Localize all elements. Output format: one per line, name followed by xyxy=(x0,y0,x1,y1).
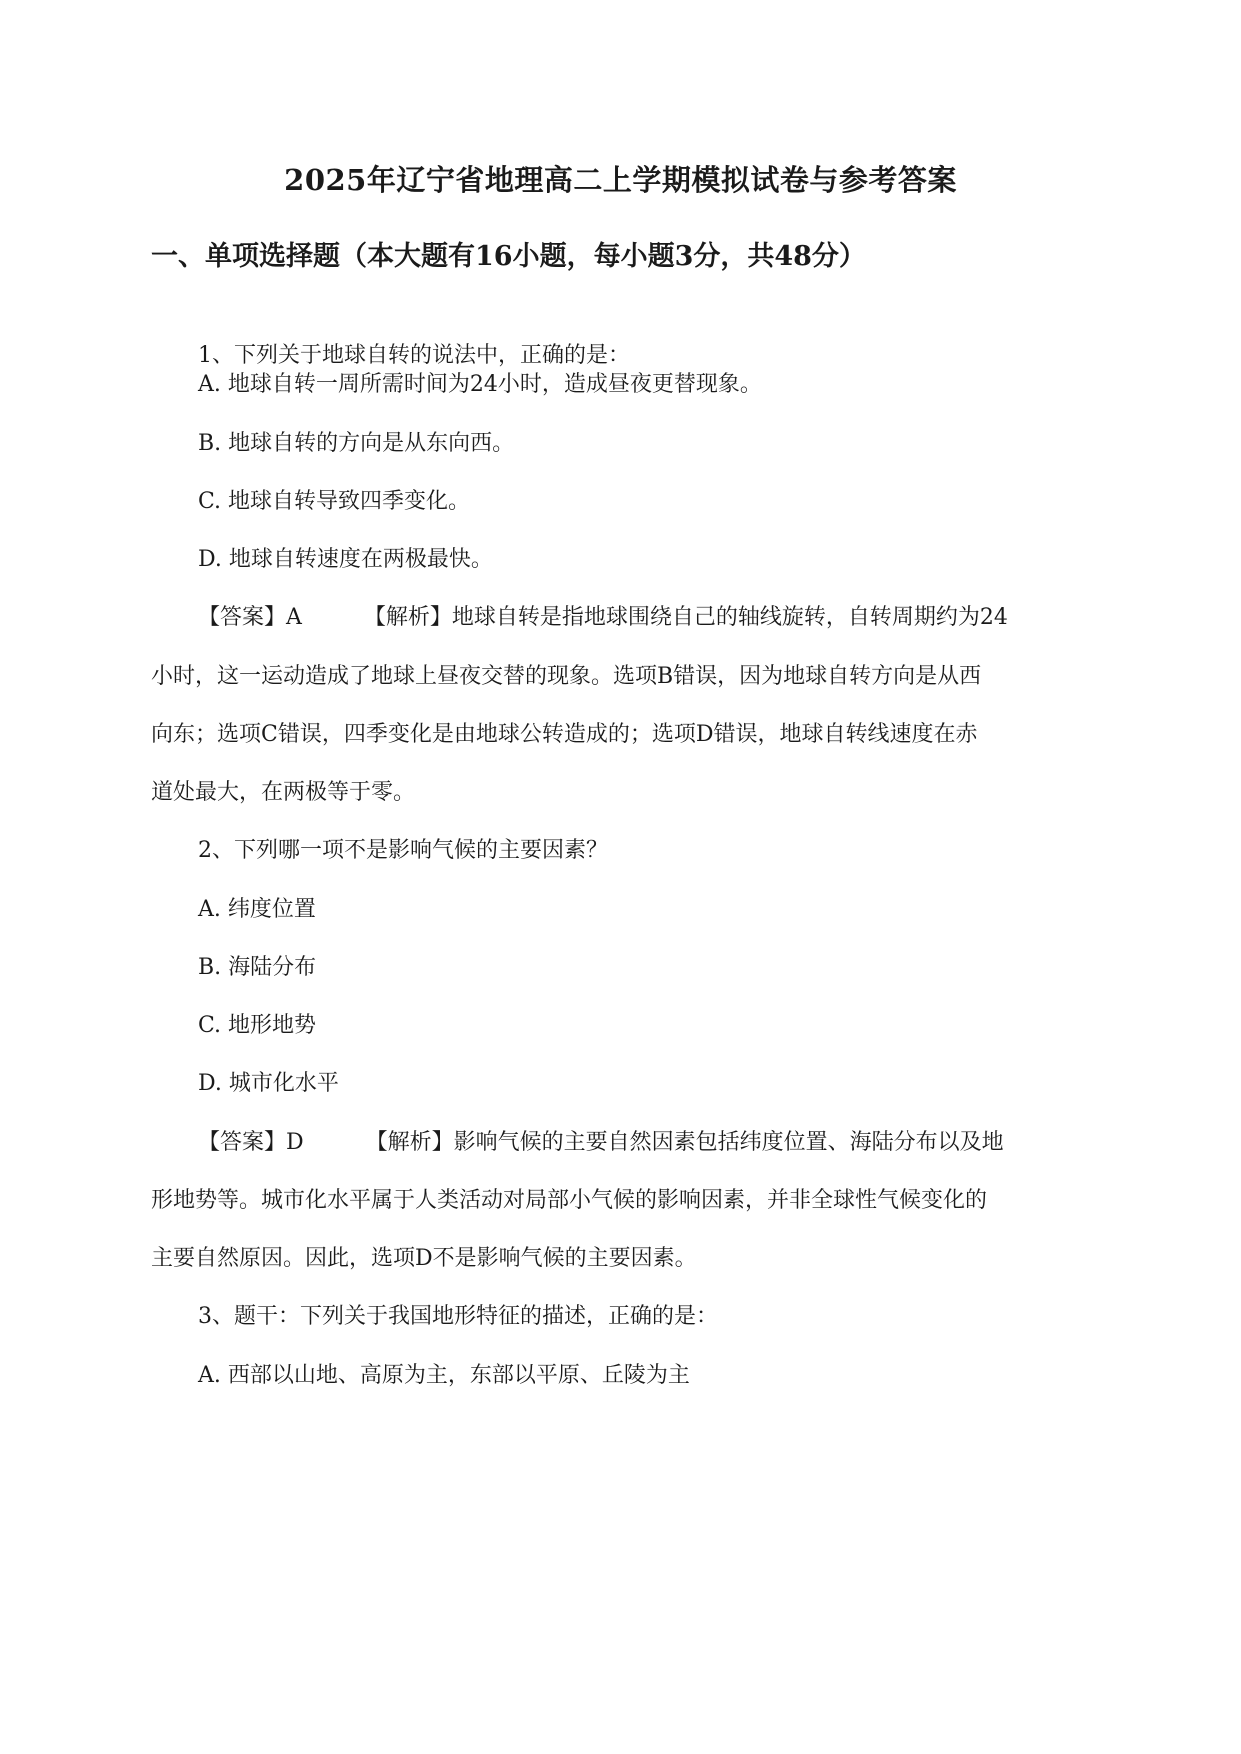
question-1-option-b: B. 地球自转的方向是从东向西。 xyxy=(198,431,515,456)
question-1-analysis-line-1: 【解析】地球自转是指地球围绕自己的轴线旋转，自转周期约为24 xyxy=(363,605,1008,630)
question-3-option-a: A. 西部以山地、高原为主，东部以平原、丘陵为主 xyxy=(198,1363,690,1388)
question-1-analysis-line-3: 向东；选项C错误，四季变化是由地球公转造成的；选项D错误，地球自转线速度在赤 xyxy=(151,722,978,747)
question-1-analysis-line-2: 小时，这一运动造成了地球上昼夜交替的现象。选项B错误，因为地球自转方向是从西 xyxy=(151,664,982,689)
question-2-answer-row xyxy=(198,1128,1004,1158)
section-heading: 一、单项选择题（本大题有16小题，每小题3分，共48分） xyxy=(151,241,866,272)
question-2-analysis-line-2: 形地势等。城市化水平属于人类活动对局部小气候的影响因素，并非全球性气候变化的 xyxy=(151,1188,988,1213)
question-1-option-a: A. 地球自转一周所需时间为24小时，造成昼夜更替现象。 xyxy=(198,372,762,397)
question-2-option-c: C. 地形地势 xyxy=(198,1013,317,1038)
question-1-analysis-line-4: 道处最大，在两极等于零。 xyxy=(151,780,416,805)
question-2-stem: 2、下列哪一项不是影响气候的主要因素？ xyxy=(198,838,608,863)
question-2-analysis-line-3: 主要自然原因。因此，选项D不是影响气候的主要因素。 xyxy=(151,1246,697,1271)
question-1-answer-row xyxy=(198,603,1008,633)
question-1-option-d: D. 地球自转速度在两极最快。 xyxy=(198,547,493,572)
question-3-stem: 3、题干：下列关于我国地形特征的描述，正确的是： xyxy=(198,1304,718,1329)
question-1-option-c: C. 地球自转导致四季变化。 xyxy=(198,489,471,514)
question-2-option-a: A. 纬度位置 xyxy=(198,897,316,922)
question-2-analysis-line-1: 【解析】影响气候的主要自然因素包括纬度位置、海陆分布以及地 xyxy=(365,1130,1004,1155)
question-1-answer: 【答案】A xyxy=(198,605,302,630)
question-1-stem: 1、下列关于地球自转的说法中，正确的是： xyxy=(198,343,630,368)
document-title: 2025年辽宁省地理高二上学期模拟试卷与参考答案 xyxy=(284,163,957,197)
question-2-option-d: D. 城市化水平 xyxy=(198,1071,339,1096)
question-2-option-b: B. 海陆分布 xyxy=(198,955,317,980)
question-2-answer: 【答案】D xyxy=(198,1130,304,1155)
